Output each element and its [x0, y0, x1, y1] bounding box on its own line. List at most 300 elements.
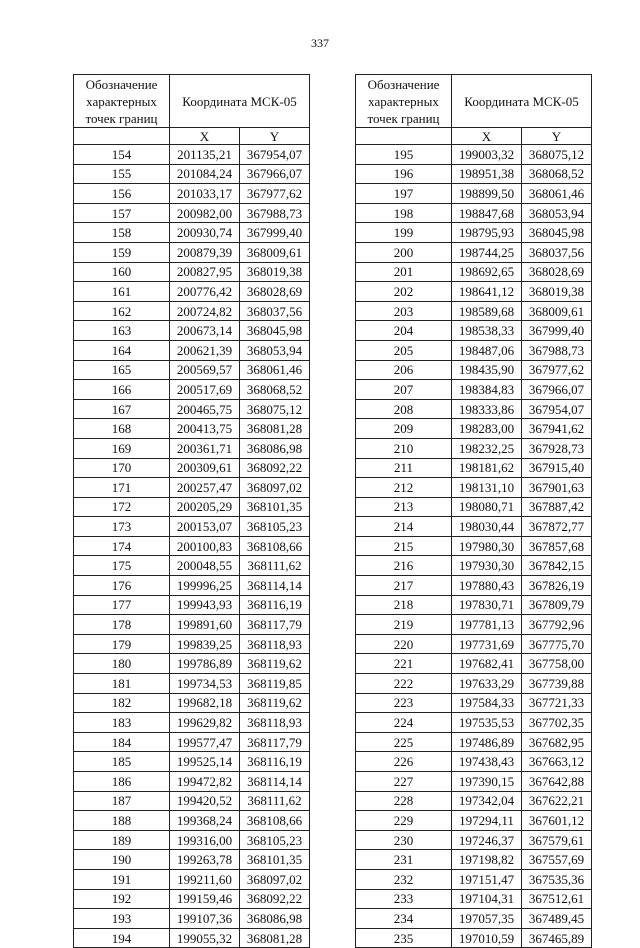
x-coordinate-cell: 199734,53 [170, 674, 240, 694]
y-coordinate-cell: 367579,61 [522, 830, 592, 850]
y-coordinate-cell: 367954,07 [522, 399, 592, 419]
coordinate-system-header: Координата МСК-05 [170, 75, 310, 128]
y-coordinate-cell: 367988,73 [522, 340, 592, 360]
y-coordinate-cell: 367977,62 [240, 184, 310, 204]
table-row [74, 223, 310, 243]
x-coordinate-cell: 198692,65 [452, 262, 522, 282]
x-coordinate-cell: 200724,82 [170, 301, 240, 321]
table-row [74, 713, 310, 733]
y-coordinate-cell: 368068,52 [240, 380, 310, 400]
point-number-cell: 165 [74, 360, 170, 380]
table-row [356, 556, 592, 576]
x-coordinate-cell: 197731,69 [452, 634, 522, 654]
table-row [356, 321, 592, 341]
y-coordinate-cell: 368119,62 [240, 654, 310, 674]
x-column-header: X [452, 128, 522, 145]
table-row [356, 164, 592, 184]
x-coordinate-cell: 200930,74 [170, 223, 240, 243]
y-coordinate-cell: 368019,38 [240, 262, 310, 282]
table-row [74, 615, 310, 635]
x-coordinate-cell: 198538,33 [452, 321, 522, 341]
point-number-cell: 167 [74, 399, 170, 419]
x-coordinate-cell: 197294,11 [452, 811, 522, 831]
x-coordinate-cell: 198951,38 [452, 164, 522, 184]
x-coordinate-cell: 197390,15 [452, 772, 522, 792]
x-coordinate-cell: 201033,17 [170, 184, 240, 204]
y-coordinate-cell: 367999,40 [522, 321, 592, 341]
table-row [74, 242, 310, 262]
point-number-cell: 188 [74, 811, 170, 831]
point-number-cell: 170 [74, 458, 170, 478]
x-coordinate-cell: 199786,89 [170, 654, 240, 674]
x-coordinate-cell: 200621,39 [170, 340, 240, 360]
x-coordinate-cell: 199211,60 [170, 869, 240, 889]
y-coordinate-cell: 367663,12 [522, 752, 592, 772]
y-coordinate-cell: 368108,66 [240, 811, 310, 831]
point-number-cell: 183 [74, 713, 170, 733]
point-number-cell: 200 [356, 242, 452, 262]
table-row [74, 634, 310, 654]
y-coordinate-cell: 368117,79 [240, 732, 310, 752]
x-coordinate-cell: 198232,25 [452, 438, 522, 458]
point-number-cell: 204 [356, 321, 452, 341]
point-number-cell: 174 [74, 536, 170, 556]
table-row [74, 654, 310, 674]
table-row [356, 634, 592, 654]
point-number-cell: 175 [74, 556, 170, 576]
point-number-cell: 172 [74, 497, 170, 517]
x-coordinate-cell: 197010,59 [452, 928, 522, 948]
point-number-cell: 202 [356, 282, 452, 302]
table-row [74, 850, 310, 870]
y-coordinate-cell: 368081,28 [240, 928, 310, 948]
table-row [74, 889, 310, 909]
table-row [356, 478, 592, 498]
point-number-cell: 189 [74, 830, 170, 850]
x-coordinate-cell: 197198,82 [452, 850, 522, 870]
table-row [356, 869, 592, 889]
point-number-cell: 206 [356, 360, 452, 380]
y-coordinate-cell: 368097,02 [240, 478, 310, 498]
point-number-cell: 205 [356, 340, 452, 360]
x-coordinate-cell: 199943,93 [170, 595, 240, 615]
point-number-cell: 178 [74, 615, 170, 635]
table-row [356, 791, 592, 811]
point-number-cell: 171 [74, 478, 170, 498]
table-row [74, 164, 310, 184]
x-coordinate-cell: 199055,32 [170, 928, 240, 948]
point-number-cell: 180 [74, 654, 170, 674]
x-coordinate-cell: 197930,30 [452, 556, 522, 576]
y-coordinate-cell: 367954,07 [240, 145, 310, 165]
table-row [356, 536, 592, 556]
point-column-spacer [356, 128, 452, 145]
x-coordinate-cell: 198589,68 [452, 301, 522, 321]
point-number-cell: 225 [356, 732, 452, 752]
table-row [74, 732, 310, 752]
point-number-cell: 199 [356, 223, 452, 243]
x-coordinate-cell: 199472,82 [170, 772, 240, 792]
table-row [74, 693, 310, 713]
x-coordinate-cell: 197980,30 [452, 536, 522, 556]
point-number-cell: 154 [74, 145, 170, 165]
table-row [356, 242, 592, 262]
point-number-cell: 221 [356, 654, 452, 674]
y-coordinate-cell: 368097,02 [240, 869, 310, 889]
y-coordinate-cell: 368045,98 [522, 223, 592, 243]
y-coordinate-cell: 367622,21 [522, 791, 592, 811]
x-coordinate-cell: 199839,25 [170, 634, 240, 654]
x-coordinate-cell: 198641,12 [452, 282, 522, 302]
x-coordinate-cell: 198384,83 [452, 380, 522, 400]
y-coordinate-cell: 368101,35 [240, 497, 310, 517]
table-row [356, 850, 592, 870]
y-coordinate-cell: 368053,94 [522, 203, 592, 223]
y-coordinate-cell: 368092,22 [240, 458, 310, 478]
y-coordinate-cell: 367966,07 [522, 380, 592, 400]
point-number-cell: 212 [356, 478, 452, 498]
x-coordinate-cell: 198283,00 [452, 419, 522, 439]
x-coordinate-cell: 200205,29 [170, 497, 240, 517]
y-coordinate-cell: 367682,95 [522, 732, 592, 752]
point-number-cell: 198 [356, 203, 452, 223]
point-number-cell: 191 [74, 869, 170, 889]
y-coordinate-cell: 367999,40 [240, 223, 310, 243]
x-coordinate-cell: 199263,78 [170, 850, 240, 870]
y-coordinate-cell: 367977,62 [522, 360, 592, 380]
y-coordinate-cell: 368118,93 [240, 713, 310, 733]
x-coordinate-cell: 197104,31 [452, 889, 522, 909]
table-row [74, 360, 310, 380]
x-coordinate-cell: 197342,04 [452, 791, 522, 811]
y-coordinate-cell: 368111,62 [240, 791, 310, 811]
y-coordinate-cell: 368019,38 [522, 282, 592, 302]
point-number-cell: 184 [74, 732, 170, 752]
table-row [356, 419, 592, 439]
x-coordinate-cell: 200257,47 [170, 478, 240, 498]
x-coordinate-cell: 198030,44 [452, 517, 522, 537]
x-coordinate-cell: 199891,60 [170, 615, 240, 635]
point-number-cell: 187 [74, 791, 170, 811]
point-number-cell: 232 [356, 869, 452, 889]
y-coordinate-cell: 367857,68 [522, 536, 592, 556]
point-number-cell: 166 [74, 380, 170, 400]
table-row [74, 869, 310, 889]
y-coordinate-cell: 368108,66 [240, 536, 310, 556]
point-number-cell: 215 [356, 536, 452, 556]
x-coordinate-cell: 197633,29 [452, 674, 522, 694]
x-coordinate-cell: 199420,52 [170, 791, 240, 811]
y-column-header: Y [522, 128, 592, 145]
point-number-cell: 196 [356, 164, 452, 184]
point-number-cell: 179 [74, 634, 170, 654]
point-number-cell: 223 [356, 693, 452, 713]
table-row [356, 752, 592, 772]
table-row [74, 282, 310, 302]
table-row [74, 184, 310, 204]
x-coordinate-cell: 199682,18 [170, 693, 240, 713]
y-coordinate-cell: 368009,61 [522, 301, 592, 321]
table-row [356, 615, 592, 635]
table-row [356, 928, 592, 948]
table-row [74, 536, 310, 556]
table-row [74, 262, 310, 282]
point-number-cell: 213 [356, 497, 452, 517]
point-number-cell: 216 [356, 556, 452, 576]
table-row [356, 830, 592, 850]
table-row [356, 732, 592, 752]
point-number-cell: 155 [74, 164, 170, 184]
point-number-cell: 217 [356, 576, 452, 596]
y-coordinate-cell: 368118,93 [240, 634, 310, 654]
point-number-cell: 160 [74, 262, 170, 282]
point-number-cell: 197 [356, 184, 452, 204]
x-coordinate-cell: 198487,06 [452, 340, 522, 360]
x-coordinate-cell: 198080,71 [452, 497, 522, 517]
table-row [356, 517, 592, 537]
table-row [74, 772, 310, 792]
table-row [356, 674, 592, 694]
point-number-cell: 181 [74, 674, 170, 694]
table-row [74, 321, 310, 341]
point-number-cell: 168 [74, 419, 170, 439]
point-number-cell: 233 [356, 889, 452, 909]
y-coordinate-cell: 368053,94 [240, 340, 310, 360]
y-coordinate-cell: 367842,15 [522, 556, 592, 576]
point-number-cell: 193 [74, 909, 170, 929]
point-number-cell: 186 [74, 772, 170, 792]
point-number-cell: 194 [74, 928, 170, 948]
y-coordinate-cell: 367928,73 [522, 438, 592, 458]
table-row [74, 517, 310, 537]
x-coordinate-cell: 199629,82 [170, 713, 240, 733]
table-row [356, 654, 592, 674]
point-number-cell: 159 [74, 242, 170, 262]
x-coordinate-cell: 197057,35 [452, 909, 522, 929]
x-coordinate-cell: 200879,39 [170, 242, 240, 262]
x-coordinate-cell: 198899,50 [452, 184, 522, 204]
table-row [356, 458, 592, 478]
table-row [74, 811, 310, 831]
point-number-cell: 195 [356, 145, 452, 165]
x-coordinate-cell: 200517,69 [170, 380, 240, 400]
x-coordinate-cell: 197246,37 [452, 830, 522, 850]
table-row [74, 752, 310, 772]
y-coordinate-cell: 367901,63 [522, 478, 592, 498]
y-coordinate-cell: 368105,23 [240, 830, 310, 850]
x-coordinate-cell: 200361,71 [170, 438, 240, 458]
point-number-cell: 224 [356, 713, 452, 733]
table-row [74, 438, 310, 458]
x-coordinate-cell: 201135,21 [170, 145, 240, 165]
y-coordinate-cell: 368117,79 [240, 615, 310, 635]
table-row [74, 674, 310, 694]
x-coordinate-cell: 200776,42 [170, 282, 240, 302]
point-number-cell: 211 [356, 458, 452, 478]
x-coordinate-cell: 198744,25 [452, 242, 522, 262]
table-row [356, 713, 592, 733]
x-coordinate-cell: 197151,47 [452, 869, 522, 889]
table-row [356, 399, 592, 419]
point-number-cell: 229 [356, 811, 452, 831]
table-row [356, 282, 592, 302]
point-number-cell: 169 [74, 438, 170, 458]
point-number-cell: 228 [356, 791, 452, 811]
point-number-cell: 173 [74, 517, 170, 537]
point-number-cell: 185 [74, 752, 170, 772]
table-row [356, 223, 592, 243]
y-coordinate-cell: 367489,45 [522, 909, 592, 929]
y-coordinate-cell: 367775,70 [522, 634, 592, 654]
x-coordinate-cell: 200982,00 [170, 203, 240, 223]
point-number-cell: 203 [356, 301, 452, 321]
x-coordinate-cell: 199577,47 [170, 732, 240, 752]
y-coordinate-cell: 368086,98 [240, 438, 310, 458]
y-coordinate-cell: 367941,62 [522, 419, 592, 439]
table-row [356, 184, 592, 204]
x-coordinate-cell: 198181,62 [452, 458, 522, 478]
x-coordinate-cell: 200827,95 [170, 262, 240, 282]
y-coordinate-cell: 368105,23 [240, 517, 310, 537]
y-coordinate-cell: 367642,88 [522, 772, 592, 792]
point-number-cell: 218 [356, 595, 452, 615]
table-row [74, 928, 310, 948]
y-coordinate-cell: 367557,69 [522, 850, 592, 870]
y-coordinate-cell: 368061,46 [240, 360, 310, 380]
point-number-cell: 176 [74, 576, 170, 596]
x-coordinate-cell: 198131,10 [452, 478, 522, 498]
y-coordinate-cell: 367966,07 [240, 164, 310, 184]
x-coordinate-cell: 200673,14 [170, 321, 240, 341]
y-coordinate-cell: 368116,19 [240, 595, 310, 615]
y-coordinate-cell: 368119,62 [240, 693, 310, 713]
x-coordinate-cell: 197438,43 [452, 752, 522, 772]
y-coordinate-cell: 368068,52 [522, 164, 592, 184]
table-row [74, 380, 310, 400]
y-coordinate-cell: 368037,56 [522, 242, 592, 262]
table-row [356, 595, 592, 615]
y-coordinate-cell: 368037,56 [240, 301, 310, 321]
table-row [74, 595, 310, 615]
x-coordinate-cell: 198333,86 [452, 399, 522, 419]
y-coordinate-cell: 368075,12 [522, 145, 592, 165]
x-coordinate-cell: 197682,41 [452, 654, 522, 674]
x-coordinate-cell: 199316,00 [170, 830, 240, 850]
table-row [74, 576, 310, 596]
x-coordinate-cell: 200153,07 [170, 517, 240, 537]
x-coordinate-cell: 200048,55 [170, 556, 240, 576]
table-row [356, 693, 592, 713]
x-coordinate-cell: 197535,53 [452, 713, 522, 733]
page-number: 337 [311, 36, 329, 50]
point-number-cell: 163 [74, 321, 170, 341]
y-coordinate-cell: 367465,89 [522, 928, 592, 948]
y-coordinate-cell: 367792,96 [522, 615, 592, 635]
table-row [74, 497, 310, 517]
table-row [74, 399, 310, 419]
point-number-cell: 192 [74, 889, 170, 909]
x-coordinate-cell: 199107,36 [170, 909, 240, 929]
y-coordinate-cell: 368081,28 [240, 419, 310, 439]
table-row [74, 478, 310, 498]
table-row [356, 340, 592, 360]
x-column-header: X [170, 128, 240, 145]
point-number-cell: 190 [74, 850, 170, 870]
table-row [74, 791, 310, 811]
table-row [356, 262, 592, 282]
y-coordinate-cell: 367887,42 [522, 497, 592, 517]
x-coordinate-cell: 201084,24 [170, 164, 240, 184]
table-row [74, 203, 310, 223]
point-number-cell: 157 [74, 203, 170, 223]
table-row [74, 301, 310, 321]
table-row [356, 360, 592, 380]
y-coordinate-cell: 368101,35 [240, 850, 310, 870]
table-row [74, 556, 310, 576]
y-coordinate-cell: 368075,12 [240, 399, 310, 419]
table-row [356, 772, 592, 792]
x-coordinate-cell: 198795,93 [452, 223, 522, 243]
x-coordinate-cell: 200309,61 [170, 458, 240, 478]
table-row [356, 380, 592, 400]
x-coordinate-cell: 197486,89 [452, 732, 522, 752]
designation-header: Обозначение характерных точек границ [356, 75, 452, 128]
coordinates-table-left [73, 74, 310, 948]
point-number-cell: 182 [74, 693, 170, 713]
x-coordinate-cell: 198847,68 [452, 203, 522, 223]
x-coordinate-cell: 199996,25 [170, 576, 240, 596]
y-coordinate-cell: 368116,19 [240, 752, 310, 772]
point-number-cell: 235 [356, 928, 452, 948]
y-coordinate-cell: 368045,98 [240, 321, 310, 341]
point-number-cell: 214 [356, 517, 452, 537]
y-coordinate-cell: 368061,46 [522, 184, 592, 204]
y-coordinate-cell: 367758,00 [522, 654, 592, 674]
table-row [74, 830, 310, 850]
point-number-cell: 210 [356, 438, 452, 458]
point-number-cell: 207 [356, 380, 452, 400]
y-coordinate-cell: 368111,62 [240, 556, 310, 576]
coordinates-table-right [355, 74, 592, 948]
point-number-cell: 161 [74, 282, 170, 302]
x-coordinate-cell: 197781,13 [452, 615, 522, 635]
x-coordinate-cell: 200100,83 [170, 536, 240, 556]
x-coordinate-cell: 200413,75 [170, 419, 240, 439]
y-coordinate-cell: 367826,19 [522, 576, 592, 596]
table-row [74, 340, 310, 360]
y-coordinate-cell: 368092,22 [240, 889, 310, 909]
table-row [356, 203, 592, 223]
coordinate-system-header: Координата МСК-05 [452, 75, 592, 128]
designation-header: Обозначение характерных точек границ [74, 75, 170, 128]
y-coordinate-cell: 367809,79 [522, 595, 592, 615]
x-coordinate-cell: 197830,71 [452, 595, 522, 615]
y-coordinate-cell: 368009,61 [240, 242, 310, 262]
table-row [74, 909, 310, 929]
y-coordinate-cell: 368086,98 [240, 909, 310, 929]
point-number-cell: 222 [356, 674, 452, 694]
x-coordinate-cell: 199159,46 [170, 889, 240, 909]
point-number-cell: 156 [74, 184, 170, 204]
point-number-cell: 177 [74, 595, 170, 615]
y-coordinate-cell: 367702,35 [522, 713, 592, 733]
point-number-cell: 227 [356, 772, 452, 792]
point-number-cell: 162 [74, 301, 170, 321]
point-number-cell: 158 [74, 223, 170, 243]
y-coordinate-cell: 367601,12 [522, 811, 592, 831]
point-number-cell: 234 [356, 909, 452, 929]
x-coordinate-cell: 199525,14 [170, 752, 240, 772]
